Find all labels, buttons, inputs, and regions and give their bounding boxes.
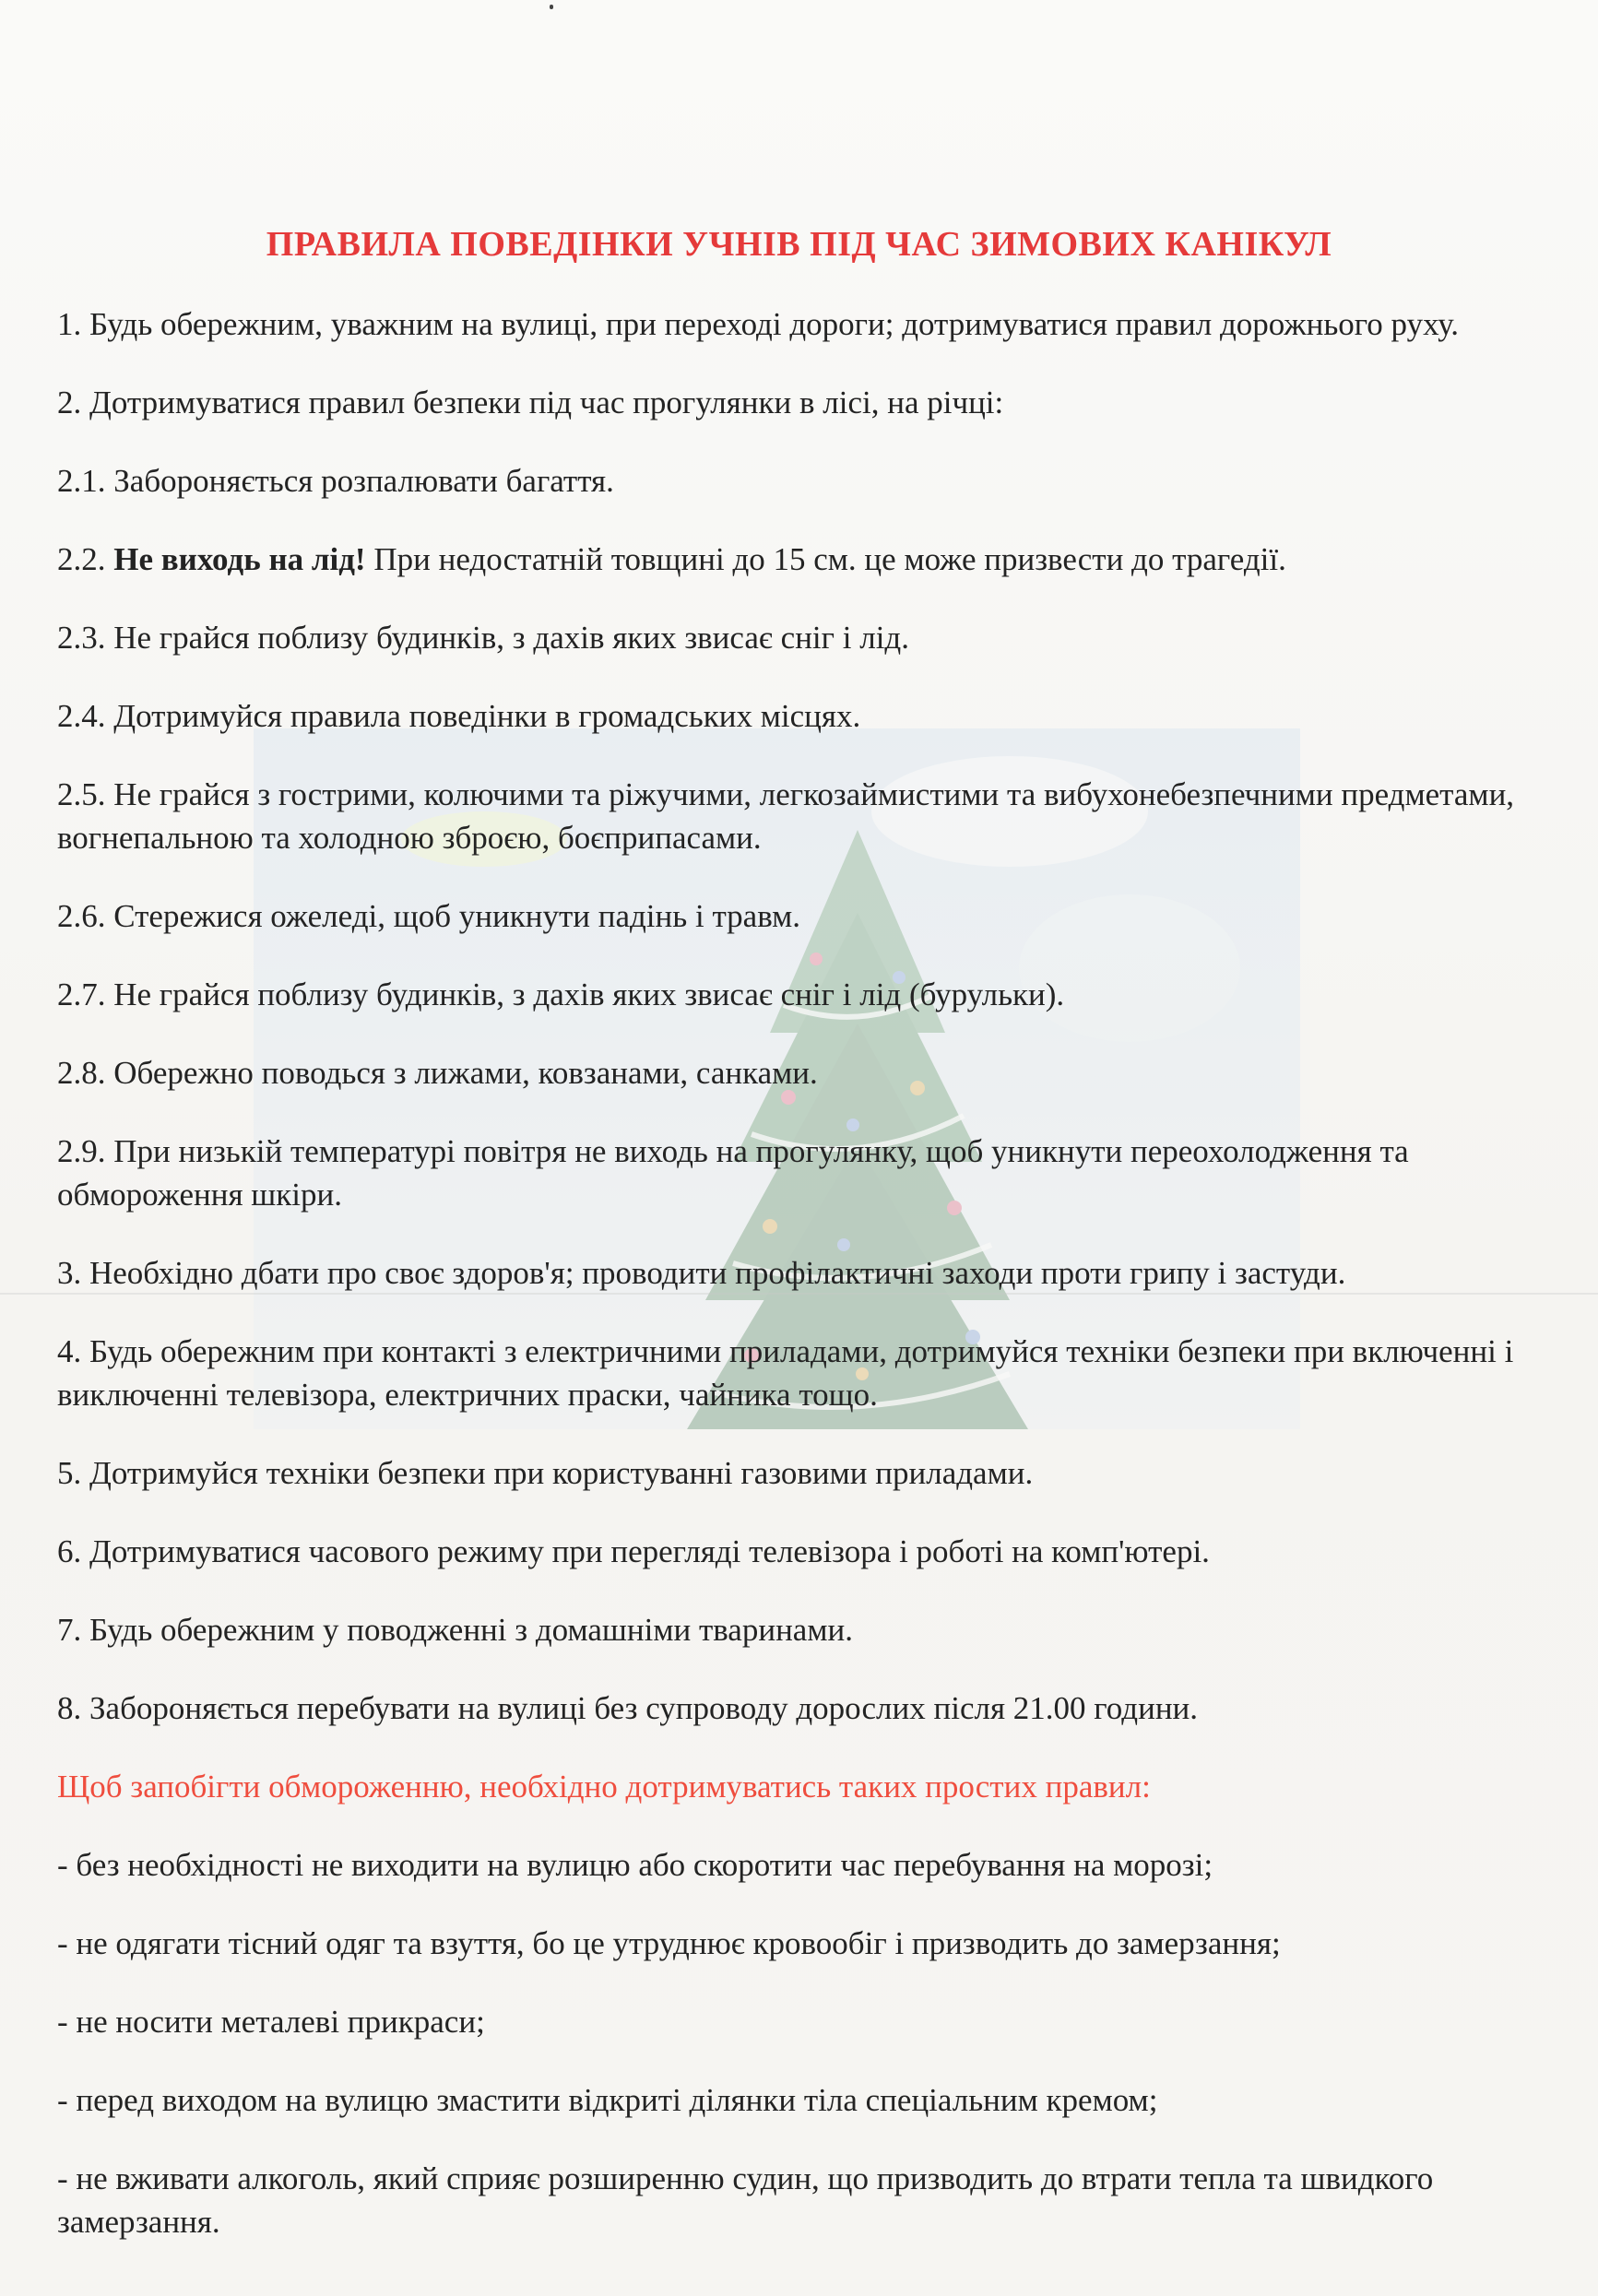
rule-item: 2.3. Не грайся поблизу будинків, з дахів яких звисає сніг і лід. bbox=[57, 620, 909, 656]
rule-text: При недостатній товщині до 15 см. це може призвести до трагедії. bbox=[365, 541, 1286, 577]
tip-item: - без необхідності не виходити на вулицю або скоротити час перебування на морозі; bbox=[57, 1847, 1213, 1883]
rule-item: 8. Забороняється перебувати на вулиці без супроводу дорослих після 21.00 години. bbox=[57, 1690, 1199, 1726]
rule-item: 7. Будь обережним у поводженні з домашніми тваринами. bbox=[57, 1612, 853, 1648]
tip-item: - перед виходом на вулицю змастити відкриті ділянки тіла спеціальним кремом; bbox=[57, 2082, 1158, 2118]
rule-item: 5. Дотримуйся техніки безпеки при користуванні газовими приладами. bbox=[57, 1455, 1034, 1491]
scan-speck bbox=[550, 5, 553, 9]
rule-number: 2.2. bbox=[57, 541, 114, 577]
tip-item: - не одягати тісний одяг та взуття, бо це утруднює кровообіг і призводить до замерзання; bbox=[57, 1925, 1281, 1961]
rule-emphasis: Не виходь на лід! bbox=[113, 541, 366, 577]
rule-item: 2.4. Дотримуйся правила поведінки в громадських місцях. bbox=[57, 698, 861, 734]
rule-item: 2.7. Не грайся поблизу будинків, з дахів яких звисає сніг і лід (бурульки). bbox=[57, 976, 1065, 1012]
rule-item: 2.8. Обережно поводься з лижами, ковзанами, санками. bbox=[57, 1055, 818, 1091]
rule-item: 4. Будь обережним при контакті з електричними приладами, дотримуйся техніки безпеки при включенні і виключенні телевізора, електричних праски, чайника тощо. bbox=[57, 1333, 1514, 1413]
rule-item: 2.5. Не грайся з гострими, колючими та ріжучими, легкозаймистими та вибухонебезпечними предметами, вогнепальною та холодною зброєю, боєприпасами. bbox=[57, 776, 1515, 856]
frostbite-tips-heading: Щоб запобігти обмороженню, необхідно дотримуватись таких простих правил: bbox=[57, 1769, 1151, 1805]
document-body bbox=[57, 302, 1551, 2278]
page-title: ПРАВИЛА ПОВЕДІНКИ УЧНІВ ПІД ЧАС ЗИМОВИХ КАНІКУЛ bbox=[266, 225, 1332, 264]
rule-item: 2. Дотримуватися правил безпеки під час прогулянки в лісі, на річці: bbox=[57, 385, 1004, 420]
rule-item: 3. Необхідно дбати про своє здоров'я; проводити профілактичні заходи проти грипу і застуди. bbox=[57, 1255, 1346, 1291]
rule-item: 6. Дотримуватися часового режиму при перегляді телевізора і роботі на комп'ютері. bbox=[57, 1533, 1210, 1569]
tip-item: - не вживати алкоголь, який сприяє розширенню судин, що призводить до втрати тепла та швидкого замерзання. bbox=[57, 2160, 1434, 2240]
rule-item: 2.9. При низькій температурі повітря не виходь на прогулянку, щоб уникнути переохолодження та обмороження шкіри. bbox=[57, 1133, 1409, 1213]
tip-item: - не носити металеві прикраси; bbox=[57, 2004, 485, 2040]
rule-item-ice-warning bbox=[57, 538, 1551, 581]
rule-item: 1. Будь обережним, уважним на вулиці, при переході дороги; дотримуватися правил дорожнього руху. bbox=[57, 306, 1459, 342]
rule-item: 2.6. Стережися ожеледі, щоб уникнути падінь і травм. bbox=[57, 898, 801, 934]
rule-item: 2.1. Забороняється розпалювати багаття. bbox=[57, 463, 614, 499]
